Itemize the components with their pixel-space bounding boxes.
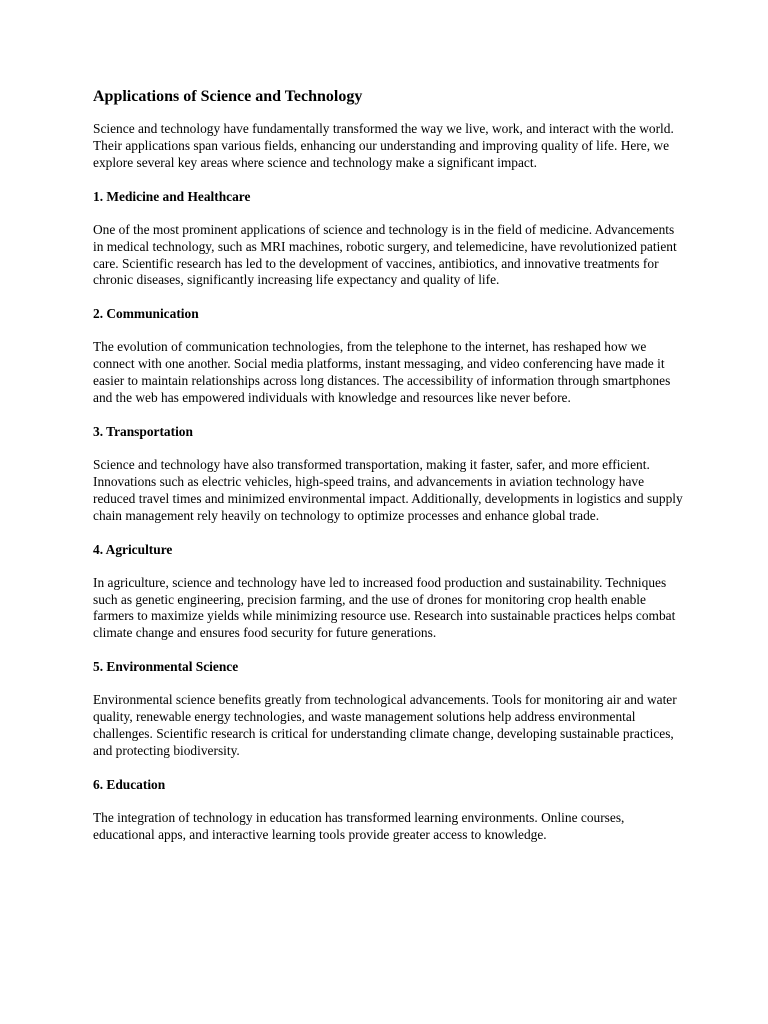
section-text-communication: The evolution of communication technologies, from the telephone to the internet, has reshaped how we connect with one another. Social media platforms, instant messaging, and video conferencing have made it easier to maintain relationships across long distances. The accessibility of information through smartphones and the web has empowered individuals with knowledge and resources like never before.: [93, 339, 671, 406]
section-text-agriculture: In agriculture, science and technology have led to increased food production and sustainability. Techniques such as genetic engineering, precision farming, and the use of drones for monitoring crop health enable farmers to maximize yields while minimizing resource use. Research into sustainable practices helps combat climate change and ensures food security for future generations.: [93, 574, 676, 641]
section-text-environmental-science: Environmental science benefits greatly from technological advancements. Tools for monitoring air and water quality, renewable energy technologies, and waste management solutions help address environmental challenges. Scientific research is critical for understanding climate change, developing sustainable practices, and protecting biodiversity.: [93, 692, 677, 758]
section-heading-agriculture: 4. Agriculture: [93, 541, 173, 557]
document-title: Applications of Science and Technology: [93, 88, 363, 105]
section-text-medicine: One of the most prominent applications of science and technology is in the field of medicine. Advancements in medical technology, such as MRI machines, robotic surgery, and telemedicine, have revolutionized patient care. Scientific research has led to the development of vaccines, antibiotics, and innovative treatments for chronic diseases, significantly increasing life expectancy and quality of life.: [93, 221, 677, 288]
section-text-education: The integration of technology in education has transformed learning environments. Online courses, educational apps, and interactive learning tools provide greater access to knowledge.: [93, 809, 625, 842]
section-heading-education: 6. Education: [93, 776, 166, 792]
section-heading-transportation: 3. Transportation: [93, 423, 193, 439]
section-heading-medicine: 1. Medicine and Healthcare: [93, 188, 251, 204]
section-heading-communication: 2. Communication: [93, 306, 199, 322]
section-text-transportation: Science and technology have also transformed transportation, making it faster, safer, and more efficient. Innovations such as electric vehicles, high-speed trains, and advancements in aviation technology have reduced travel times and minimized environmental impact. Additionally, developments in logistics and supply chain management rely heavily on technology to optimize processes and enhance global trade.: [93, 456, 683, 523]
section-heading-environmental-science: 5. Environmental Science: [93, 659, 239, 675]
intro-paragraph: Science and technology have fundamentally transformed the way we live, work, and interact with the world. Their applications span various fields, enhancing our understanding and improving quality of life. Here, we explore several key areas where science and technology make a significant impact.: [93, 121, 674, 170]
document-page: [93, 86, 683, 860]
